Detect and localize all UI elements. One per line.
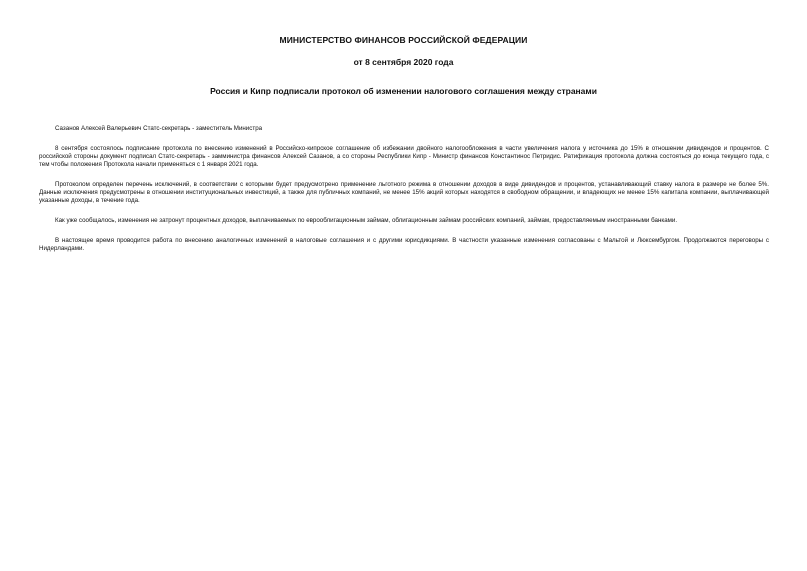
paragraph: 8 сентября состоялось подписание протокола по внесению изменений в Российско-кипрское соглашение об избежании двойного налогообложения в части увеличения налога у источника до 15% в отношении дивидендов и процентов. С российской стороны документ подписал Статс-секретарь - замминистра финансов Алексей Сазанов, а со стороны Республики Кипр - Министр финансов Константинос Петридис. Ратификация протокола должна состояться до конца текущего года, с тем чтобы положения Протокола начали применяться с 1 января 2021 года. — [39, 144, 769, 169]
paragraph: В настоящее время проводится работа по внесению аналогичных изменений в налоговые соглашения и с другими юрисдикциями. В частности указанные изменения согласованы с Мальтой и Люксембургом. Продолжаются переговоры с Нидерландами. — [39, 236, 769, 252]
paragraph: Как уже сообщалось, изменения не затронут процентных доходов, выплачиваемых по еврооблигационным займам, облигационным займам российских компаний, займам, предоставляемым иностранными банками. — [55, 216, 678, 224]
author-line: Сазанов Алексей Валерьевич Статс-секретарь - заместитель Министра — [55, 125, 263, 132]
document-body — [39, 125, 769, 265]
ministry-title: МИНИСТЕРСТВО ФИНАНСОВ РОССИЙСКОЙ ФЕДЕРАЦИИ — [279, 35, 528, 45]
document-date: от 8 сентября 2020 года — [353, 57, 454, 67]
paragraph: Протоколом определен перечень исключений, в соответствии с которыми будет предусмотрено применение льготного режима в отношении доходов в виде дивидендов и процентов, устанавливающий ставку налога в размере не более 5%. Данные исключения предусмотрены в отношении институциональных инвестиций, а также для публичных компаний, не менее 15% акций которых находятся в свободном обращении, и владеющих не менее 15% капитала компании, выплачивающей указанные доходы, в течение года. — [39, 180, 769, 205]
document-header — [0, 34, 807, 68]
document-headline: Россия и Кипр подписали протокол об изменении налогового соглашения между странами — [210, 86, 597, 96]
